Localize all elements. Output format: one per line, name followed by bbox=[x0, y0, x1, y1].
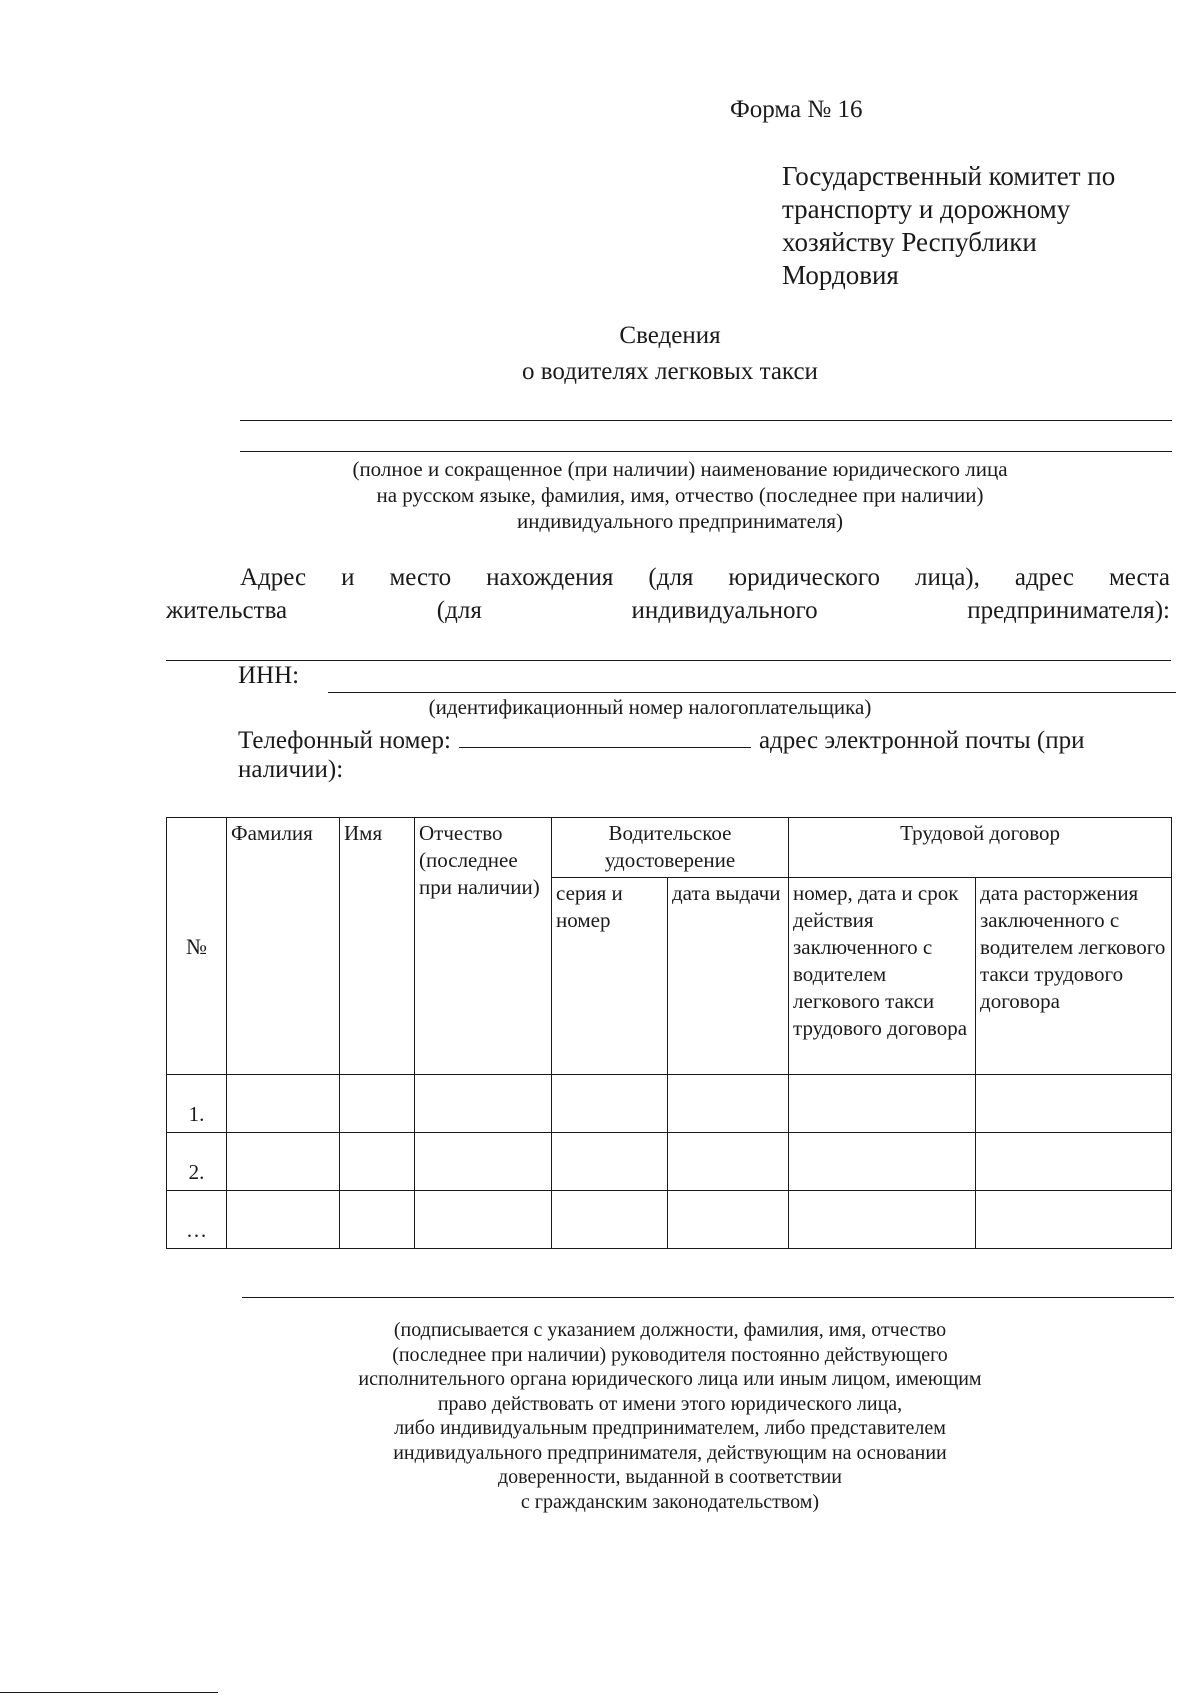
cell-contract-number[interactable] bbox=[789, 1075, 976, 1133]
org-name-caption bbox=[0, 456, 1200, 534]
email-label-continued: наличии): bbox=[238, 756, 344, 783]
addressee-line: Государственный комитет по bbox=[782, 161, 1116, 191]
header-surname: Фамилия bbox=[227, 818, 340, 1075]
table-row bbox=[167, 1191, 1172, 1249]
cell-surname[interactable] bbox=[227, 1075, 340, 1133]
address-word: жительства bbox=[166, 597, 288, 624]
cell-license-series[interactable] bbox=[552, 1075, 668, 1133]
row-number: 2. bbox=[167, 1133, 227, 1191]
title-line: о водителях легковых такси bbox=[522, 358, 818, 385]
row-number: 1. bbox=[167, 1075, 227, 1133]
caption-line: индивидуального предпринимателя, действующим на основании bbox=[393, 1441, 947, 1464]
address-label-line-1 bbox=[240, 564, 1170, 592]
cell-license-date[interactable] bbox=[668, 1191, 789, 1249]
cell-name[interactable] bbox=[340, 1075, 415, 1133]
cell-surname[interactable] bbox=[227, 1133, 340, 1191]
cell-patronymic[interactable] bbox=[415, 1191, 552, 1249]
drivers-table bbox=[166, 817, 1172, 1249]
header-license-series: серия и номер bbox=[552, 878, 668, 1075]
address-word: и bbox=[341, 564, 355, 591]
cell-contract-number[interactable] bbox=[789, 1191, 976, 1249]
header-number: № bbox=[167, 818, 227, 1075]
row-number: … bbox=[167, 1191, 227, 1249]
table-row bbox=[167, 1133, 1172, 1191]
email-label: адрес электронной почты (при bbox=[758, 727, 1085, 754]
phone-line bbox=[238, 723, 1162, 755]
header-contract-number: номер, дата и срок действия заключенного с водителем легкового такси трудового договора bbox=[789, 878, 976, 1075]
cell-patronymic[interactable] bbox=[415, 1133, 552, 1191]
address-word: Адрес bbox=[240, 564, 307, 591]
cell-license-date[interactable] bbox=[668, 1075, 789, 1133]
cell-contract-termination[interactable] bbox=[976, 1191, 1172, 1249]
org-name-fill-line-1[interactable] bbox=[240, 420, 1172, 421]
address-word: место bbox=[389, 564, 452, 591]
cell-license-date[interactable] bbox=[668, 1133, 789, 1191]
caption-line: исполнительного органа юридического лица или иным лицом, имеющим bbox=[358, 1368, 982, 1390]
addressee-block bbox=[782, 160, 1162, 292]
cell-name[interactable] bbox=[340, 1133, 415, 1191]
inn-fill-line[interactable] bbox=[328, 692, 1176, 693]
header-drivers-license: Водительское удостоверение bbox=[552, 818, 789, 878]
address-word: нахождения bbox=[486, 564, 614, 591]
address-label-line-2 bbox=[166, 597, 1170, 625]
address-word: (для bbox=[648, 564, 694, 591]
cell-license-series[interactable] bbox=[552, 1133, 668, 1191]
cell-surname[interactable] bbox=[227, 1191, 340, 1249]
title-line: Сведения bbox=[619, 322, 721, 349]
address-word: индивидуального bbox=[631, 597, 818, 624]
caption-line: (последнее при наличии) руководителя постоянно действующего bbox=[392, 1343, 948, 1366]
cell-name[interactable] bbox=[340, 1191, 415, 1249]
address-word: лица), bbox=[914, 564, 980, 591]
header-employment-contract: Трудовой договор bbox=[789, 818, 1172, 878]
caption-line: (полное и сокращенное (при наличии) наименование юридического лица bbox=[352, 457, 1008, 481]
address-fill-line[interactable] bbox=[166, 660, 1171, 661]
caption-line: либо индивидуальным предпринимателем, либо представителем bbox=[394, 1417, 946, 1439]
cell-contract-termination[interactable] bbox=[976, 1075, 1172, 1133]
phone-label: Телефонный номер: bbox=[238, 727, 451, 754]
caption-line: право действовать от имени этого юридического лица, bbox=[437, 1392, 903, 1415]
caption-line: индивидуального предпринимателя) bbox=[516, 509, 844, 533]
address-word: места bbox=[1108, 564, 1170, 591]
table-row bbox=[167, 1075, 1172, 1133]
form-number: Форма № 16 bbox=[730, 96, 863, 123]
header-contract-termination: дата расторжения заключенного с водителем легкового такси трудового договора bbox=[976, 878, 1172, 1075]
addressee-line: Мордовия bbox=[782, 260, 899, 290]
address-word: адрес bbox=[1014, 564, 1074, 591]
phone-fill-line[interactable] bbox=[459, 723, 751, 748]
caption-line: на русском языке, фамилия, имя, отчество (последнее при наличии) bbox=[376, 483, 984, 507]
caption-line: с гражданским законодательством) bbox=[520, 1490, 820, 1513]
address-word: юридического bbox=[728, 564, 880, 591]
footnote-separator bbox=[0, 1692, 218, 1693]
cell-license-series[interactable] bbox=[552, 1191, 668, 1249]
inn-label: ИНН: bbox=[238, 662, 300, 689]
inn-caption: (идентификационный номер налогоплательщика) bbox=[428, 695, 872, 719]
cell-patronymic[interactable] bbox=[415, 1075, 552, 1133]
caption-line: доверенности, выданной в соответствии bbox=[498, 1466, 842, 1488]
addressee-line: хозяйству Республики bbox=[782, 227, 1037, 257]
header-patronymic: Отчество (последнее при наличии) bbox=[415, 818, 552, 1075]
cell-contract-termination[interactable] bbox=[976, 1133, 1172, 1191]
addressee-line: транспорту и дорожному bbox=[782, 194, 1071, 224]
address-word: (для bbox=[436, 597, 482, 624]
signature-caption bbox=[0, 1318, 1200, 1514]
header-license-date: дата выдачи bbox=[668, 878, 789, 1075]
header-name: Имя bbox=[340, 818, 415, 1075]
cell-contract-number[interactable] bbox=[789, 1133, 976, 1191]
org-name-fill-line-2[interactable] bbox=[240, 451, 1172, 452]
caption-line: (подписывается с указанием должности, фамилия, имя, отчество bbox=[393, 1319, 947, 1341]
signature-fill-line[interactable] bbox=[242, 1297, 1174, 1298]
document-title bbox=[0, 318, 1200, 390]
address-word: предпринимателя): bbox=[967, 597, 1170, 624]
